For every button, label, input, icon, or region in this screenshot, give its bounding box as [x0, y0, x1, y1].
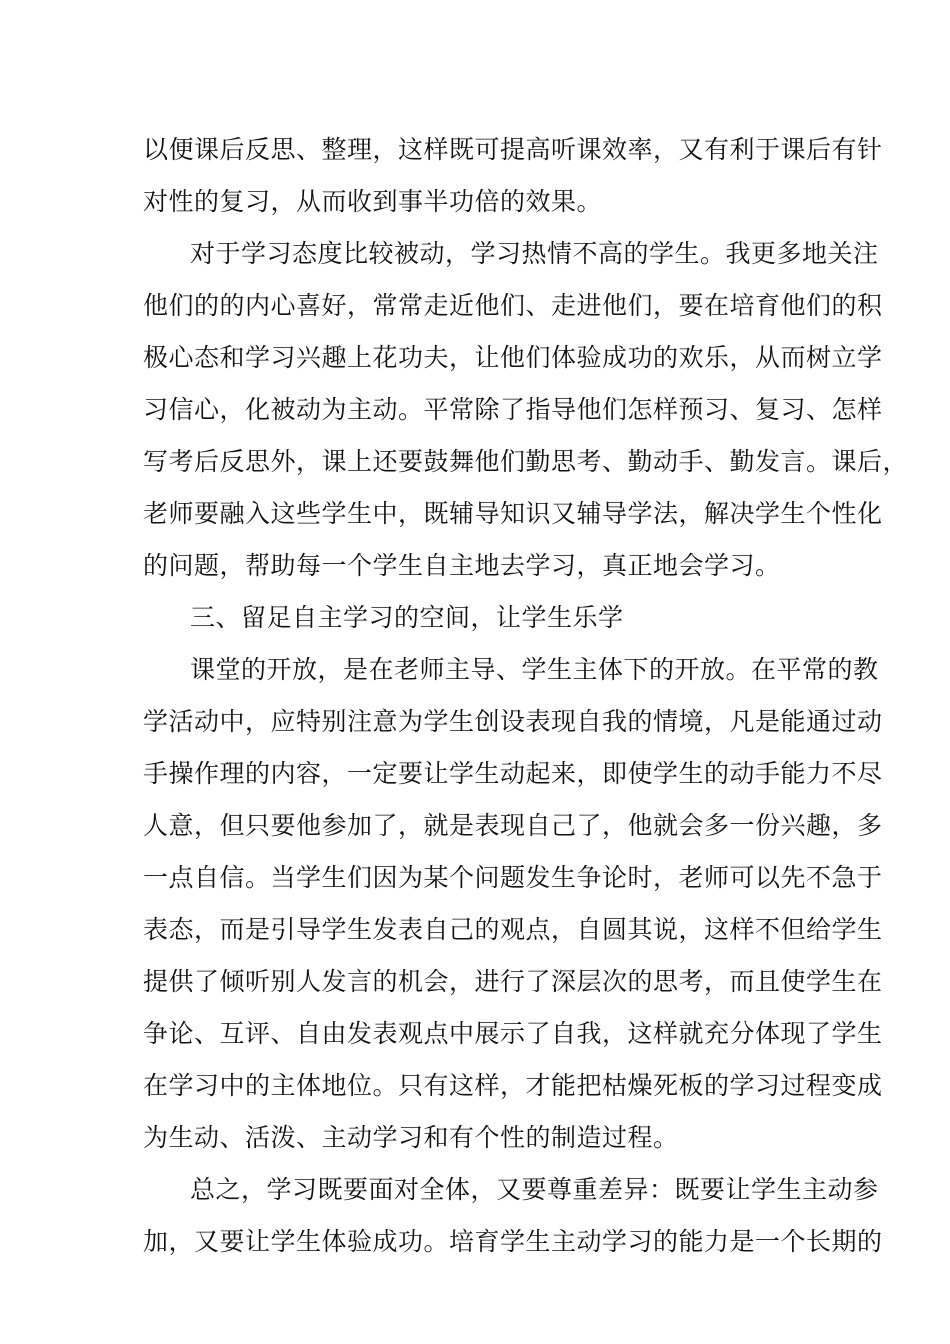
- text-line-6: 习信心，化被动为主动。平常除了指导他们怎样预习、复习、怎样: [143, 395, 883, 424]
- text-line-18: 争论、互评、自由发表观点中展示了自我，这样就充分体现了学生: [143, 1019, 883, 1048]
- text-line-2: 对性的复习，从而收到事半功倍的效果。: [143, 187, 603, 216]
- paragraph-start-line: 对于学习态度比较被动，学习热情不高的学生。我更多地关注: [190, 239, 879, 268]
- text-line-14: 人意，但只要他参加了，就是表现自己了，他就会多一份兴趣，多: [143, 811, 883, 840]
- text-line-4: 他们的的内心喜好，常常走近他们、走进他们，要在培育他们的积: [143, 291, 883, 320]
- text-line-16: 表态，而是引导学生发表自己的观点，自圆其说，这样不但给学生: [143, 915, 883, 944]
- paragraph-start-line: 课堂的开放，是在老师主导、学生主体下的开放。在平常的教: [190, 655, 879, 684]
- text-line-12: 学活动中，应特别注意为学生创设表现自我的情境，凡是能通过动: [143, 707, 883, 736]
- section-heading: 三、留足自主学习的空间，让学生乐学: [190, 603, 624, 632]
- text-line-9: 的问题，帮助每一个学生自主地去学习，真正地会学习。: [143, 551, 781, 580]
- text-line-17: 提供了倾听别人发言的机会，进行了深层次的思考，而且使学生在: [143, 967, 883, 996]
- text-line-13: 手操作理的内容，一定要让学生动起来，即使学生的动手能力不尽: [143, 759, 883, 788]
- text-line-5: 极心态和学习兴趣上花功夫，让他们体验成功的欢乐，从而树立学: [143, 343, 883, 372]
- text-line-19: 在学习中的主体地位。只有这样，才能把枯燥死板的学习过程变成: [143, 1071, 883, 1100]
- paragraph-start-line: 总之，学习既要面对全体，又要尊重差异：既要让学生主动参: [190, 1175, 879, 1204]
- text-line-8: 老师要融入这些学生中，既辅导知识又辅导学法，解决学生个性化: [143, 499, 883, 528]
- text-line-15: 一点自信。当学生们因为某个问题发生争论时，老师可以先不急于: [143, 863, 883, 892]
- text-line-20: 为生动、活泼、主动学习和有个性的制造过程。: [143, 1123, 679, 1152]
- text-line-1: 以便课后反思、整理，这样既可提高听课效率，又有利于课后有针: [143, 135, 883, 164]
- text-line-7: 写考后反思外，课上还要鼓舞他们勤思考、勤动手、勤发言。课后，: [143, 447, 909, 476]
- text-line-22: 加，又要让学生体验成功。培育学生主动学习的能力是一个长期的: [143, 1227, 883, 1256]
